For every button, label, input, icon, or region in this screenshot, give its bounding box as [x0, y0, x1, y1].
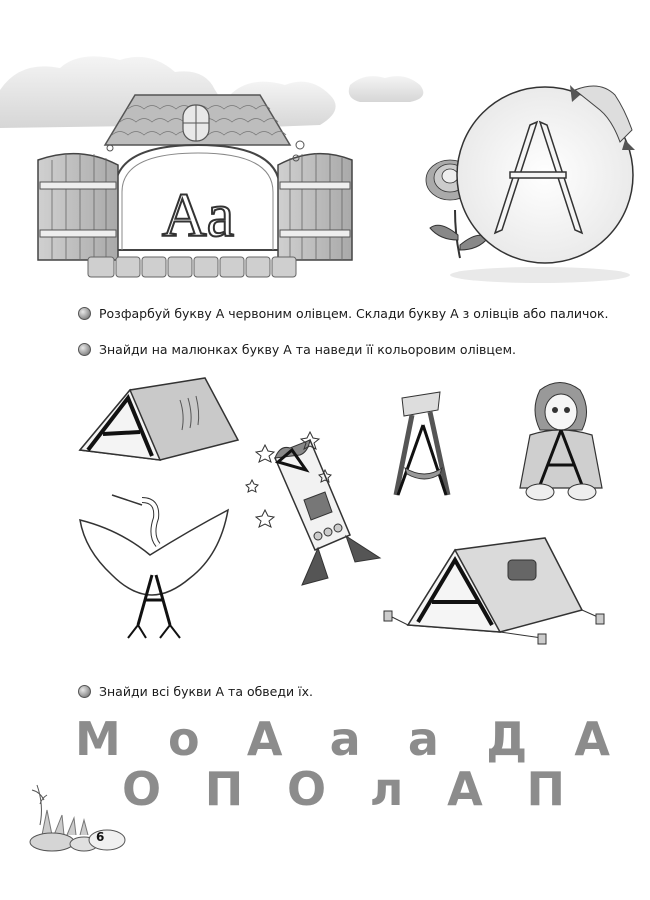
letter[interactable]: Д [486, 712, 528, 766]
instruction-1 [78, 306, 609, 321]
swing-icon [396, 392, 448, 495]
instruction-3-text: Знайди всі букви А та обведи їх. [99, 684, 313, 699]
letter[interactable]: П [204, 762, 244, 816]
letter[interactable]: А [574, 712, 610, 766]
stork-icon [80, 495, 228, 638]
letter[interactable]: А [246, 712, 283, 766]
instruction-1-text: Розфарбуй букву А червоним олівцем. Склади букву А з олівців або паличок. [99, 306, 609, 321]
bullet-icon [78, 685, 91, 698]
letters-row-1 [75, 712, 610, 766]
header-illustration [0, 50, 650, 290]
window-letter: Aa [161, 182, 235, 250]
letter[interactable]: л [369, 762, 404, 816]
letter[interactable]: О [286, 762, 327, 816]
bullet-icon [78, 343, 91, 356]
tent-icon [384, 538, 604, 644]
letters-row-2 [122, 762, 565, 816]
letter[interactable]: О [122, 762, 162, 816]
tent-icon [80, 378, 238, 460]
letter-a-circle [450, 85, 635, 283]
letter[interactable]: а [407, 712, 439, 766]
pictures-area [0, 370, 650, 670]
instruction-2 [78, 342, 516, 357]
rocket-icon [246, 432, 380, 585]
girl-character-icon [520, 383, 602, 501]
letter[interactable]: а [329, 712, 361, 766]
page-number: 6 [96, 830, 105, 844]
letter[interactable]: о [168, 712, 200, 766]
letter[interactable]: М [75, 712, 121, 766]
grass-stones-icon [22, 780, 132, 855]
instruction-2-text: Знайди на малюнках букву А та наведи її кольоровим олівцем. [99, 342, 517, 357]
instruction-3 [78, 684, 313, 699]
letter[interactable]: А [447, 762, 483, 816]
bullet-icon [78, 307, 91, 320]
letter[interactable]: П [526, 762, 565, 816]
